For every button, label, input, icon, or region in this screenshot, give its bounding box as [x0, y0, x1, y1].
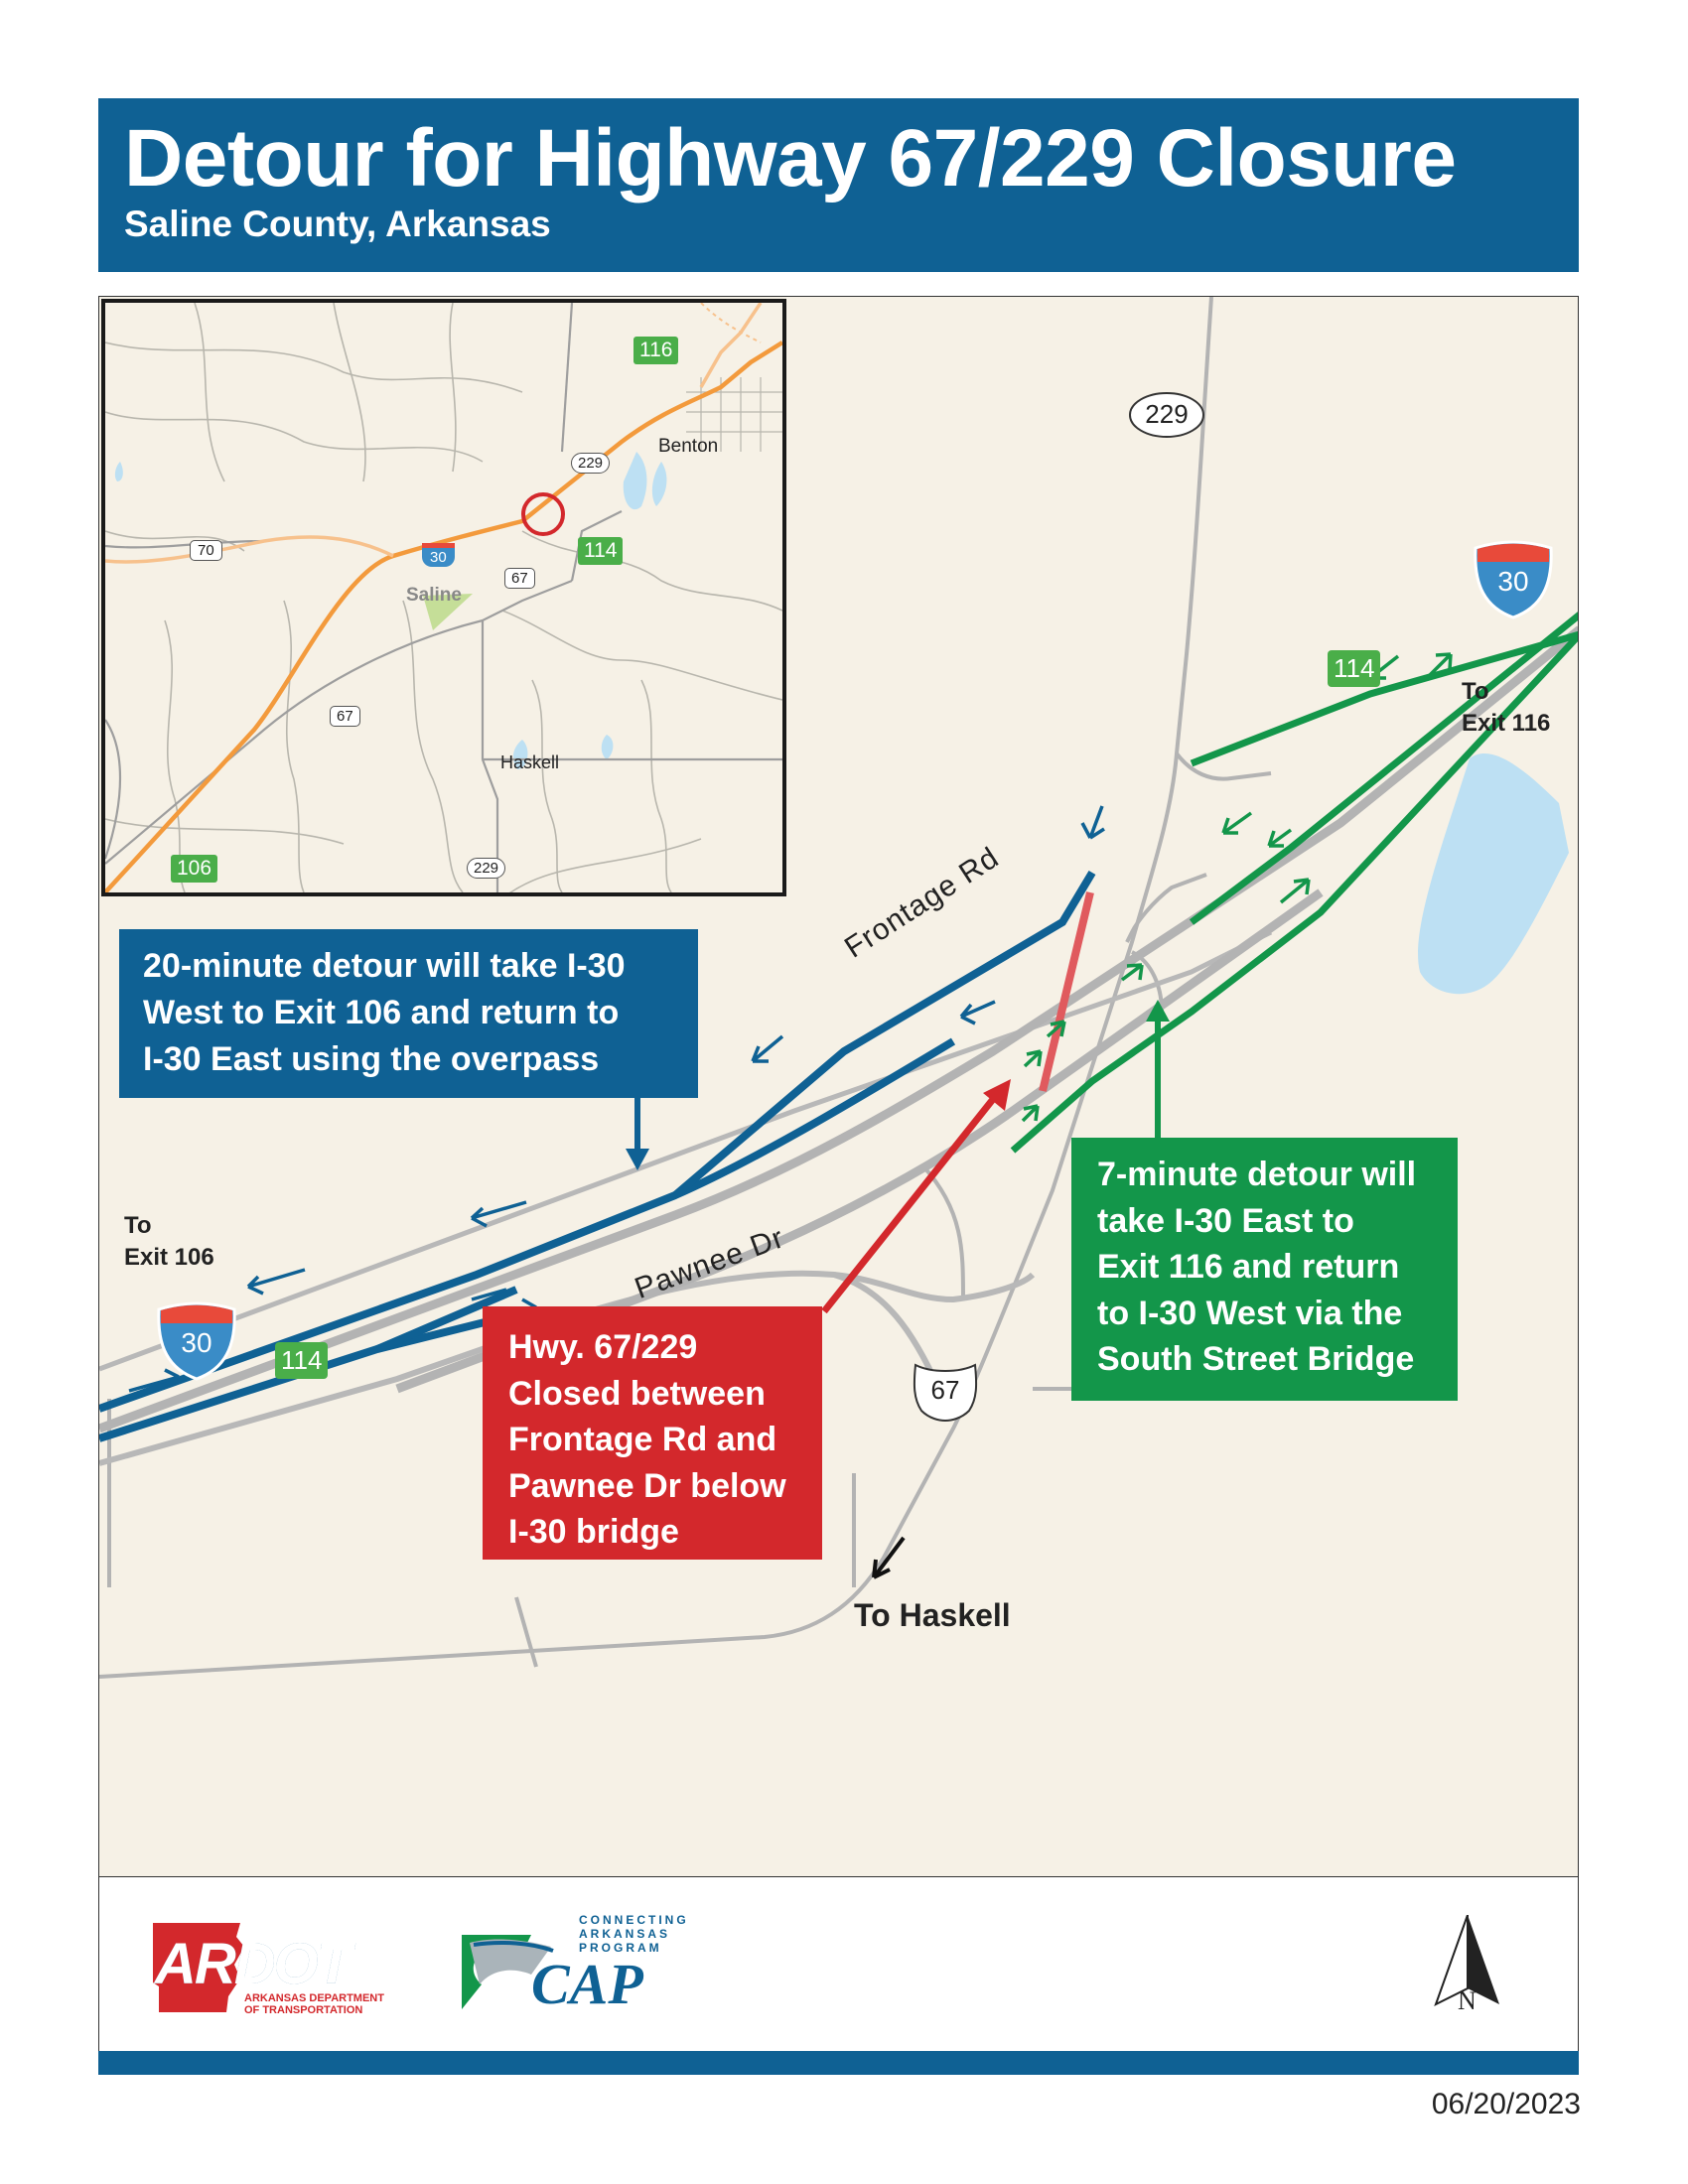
short-detour-line-2: take I-30 East to: [1097, 1201, 1354, 1240]
ardot-tagline-line1: ARKANSAS DEPARTMENT: [244, 1992, 384, 2004]
short-detour-line-3: Exit 116 and return: [1097, 1248, 1400, 1286]
inset-dotted-line: [701, 303, 761, 342]
to-exit-116-line2: Exit 116: [1462, 710, 1551, 737]
hwy-229-label: 229: [1145, 399, 1189, 429]
main-map: [98, 296, 1579, 1877]
long-detour-line-2: West to Exit 106 and return to: [143, 994, 620, 1031]
inset-haskell-label: Haskell: [500, 752, 560, 772]
inset-exit-116-sign: 116: [633, 337, 678, 364]
short-detour-line-1: 7-minute detour will: [1097, 1156, 1417, 1193]
inset-hwy229-shield-south: 229: [467, 858, 505, 879]
inset-map: [101, 299, 786, 896]
inset-benton-label: Benton: [658, 436, 719, 457]
to-haskell-label: To Haskell: [854, 1597, 1011, 1633]
inset-hwy229-shield-north: 229: [571, 453, 610, 474]
exit-114-west-sign: 114: [275, 1342, 328, 1379]
closure-pointer-arrow: [824, 1079, 1011, 1311]
us-67-shield: [912, 1359, 979, 1428]
footer-logos: [98, 1877, 1579, 2051]
i30-west-label: 30: [181, 1327, 212, 1358]
to-exit-106-label: [124, 1210, 214, 1274]
i30-east-label: 30: [1497, 566, 1529, 597]
pawnee-dr-label: Pawnee Dr: [631, 1221, 789, 1306]
blue-pointer-arrow: [626, 1098, 649, 1170]
to-exit-106-line2: Exit 106: [124, 1244, 214, 1271]
closure-callout: [483, 1306, 822, 1560]
inset-water: [115, 452, 667, 769]
short-detour-callout: [1071, 1138, 1458, 1401]
inset-exit-106-sign: 106: [171, 855, 217, 883]
cap-tagline: [579, 1913, 689, 1955]
to-exit-116-label: [1462, 676, 1550, 740]
closure-line-4: Pawnee Dr below: [508, 1466, 786, 1505]
green-pointer-arrow: [1146, 1000, 1170, 1138]
cap-wordmark: CAP: [531, 1952, 643, 2016]
inset-exit-114-sign: 114: [578, 537, 623, 565]
i30-shield-east: [1472, 540, 1555, 624]
closure-line-5: I-30 bridge: [508, 1513, 679, 1551]
inset-i30-shield: 30: [422, 543, 455, 567]
closure-line-1: Hwy. 67/229: [508, 1328, 698, 1366]
inset-us70-shield: 70: [190, 540, 222, 561]
to-exit-106-line1: To: [124, 1212, 152, 1239]
cap-tagline-line3: PROGRAM: [579, 1941, 662, 1955]
frontage-rd-label: Frontage Rd: [839, 841, 1006, 965]
inset-us67-shield-north: 67: [504, 568, 535, 589]
exit-114-east-sign: 114: [1328, 650, 1380, 687]
hwy-229-shield: [1127, 390, 1206, 445]
footer-bar: [98, 2051, 1579, 2075]
inset-saline-label: Saline: [406, 585, 462, 606]
north-label: N: [1458, 1986, 1477, 2015]
cap-tagline-line1: CONNECTING: [579, 1913, 689, 1927]
north-arrow: [1428, 1915, 1507, 2024]
cap-logo: [462, 1907, 700, 2026]
page-subtitle: Saline County, Arkansas: [124, 204, 551, 244]
long-detour-line-3: I-30 East using the overpass: [143, 1040, 600, 1078]
short-detour-line-4: to I-30 West via the: [1097, 1294, 1403, 1332]
ardot-tagline: [244, 1992, 384, 2016]
i30-shield-west: [155, 1301, 238, 1386]
to-exit-116-line1: To: [1462, 678, 1489, 705]
ardot-logo: [149, 1917, 417, 2016]
us-67-label: 67: [930, 1375, 960, 1405]
haskell-direction-arrow: [874, 1538, 904, 1577]
lake: [1418, 753, 1569, 994]
closure-line-2: Closed between: [508, 1374, 766, 1413]
publication-date: 06/20/2023: [1431, 2088, 1581, 2120]
ardot-wordmark: ARDOT: [155, 1932, 351, 1996]
header-banner: [98, 98, 1579, 272]
long-detour-callout: [119, 929, 698, 1098]
inset-us67-shield-south: 67: [330, 706, 360, 727]
page-title: Detour for Highway 67/229 Closure: [124, 113, 1457, 204]
ardot-tagline-line2: OF TRANSPORTATION: [244, 2004, 363, 2016]
closure-line-3: Frontage Rd and: [508, 1421, 777, 1458]
cap-tagline-line2: ARKANSAS: [579, 1927, 671, 1941]
long-detour-line-1: 20-minute detour will take I-30: [143, 947, 626, 985]
short-detour-line-5: South Street Bridge: [1097, 1340, 1415, 1378]
